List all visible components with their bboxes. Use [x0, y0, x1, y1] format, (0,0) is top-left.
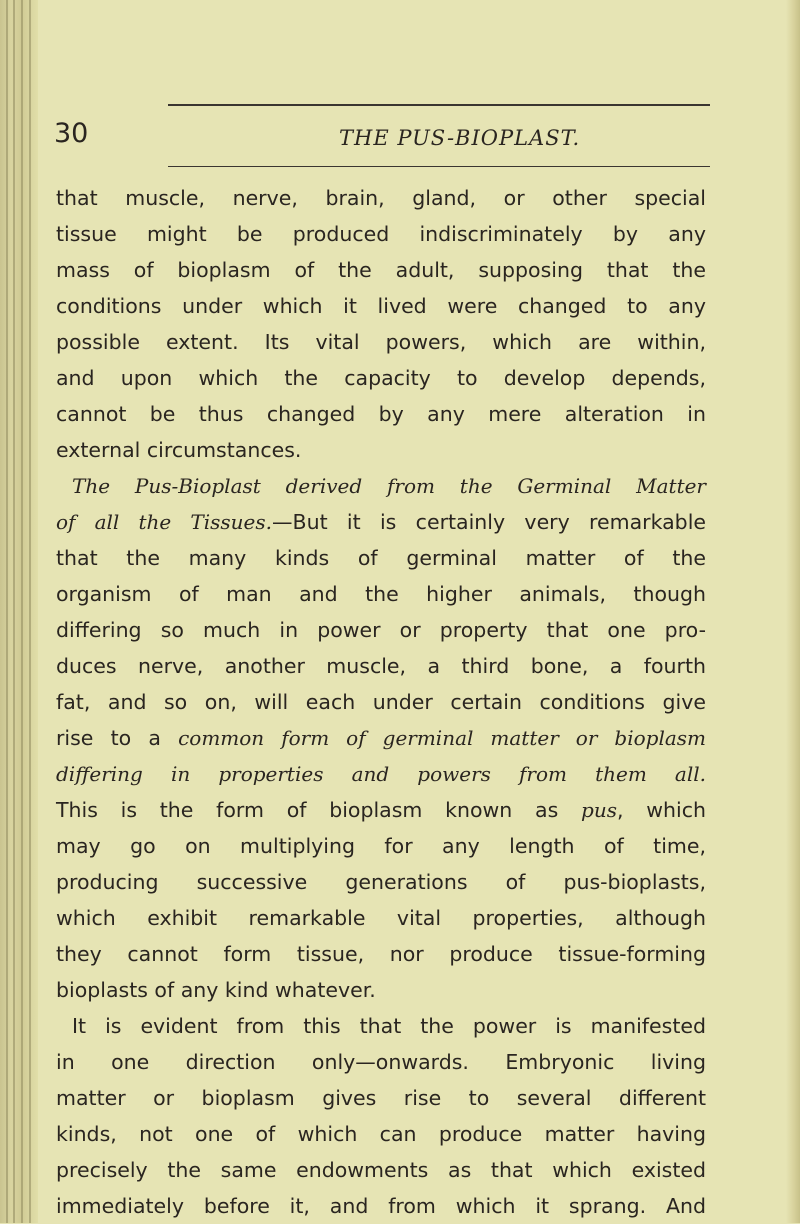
emphasis-text: pus	[581, 798, 617, 822]
section-heading-end: of all the Tissues.	[56, 510, 273, 534]
text-run: This is the form of bioplasm known as	[56, 798, 582, 822]
text-line: immediately before it, and from which it sprang. And	[56, 1194, 706, 1218]
emphasis-text: common form of germinal matter or bioplasm	[178, 726, 707, 750]
text-line: may go on multiplying for any length of time,	[56, 834, 706, 858]
text-run: —But it is certainly very remarkable	[272, 510, 706, 534]
text-run: rise to a	[56, 726, 179, 750]
page-number: 30	[54, 118, 89, 149]
text-line: conditions under which it lived were changed to any	[56, 294, 706, 318]
text-line: fat, and so on, will each under certain conditions give	[56, 690, 706, 714]
text-line: matter or bioplasm gives rise to several different	[56, 1086, 706, 1110]
text-line: tissue might be produced indiscriminately by any	[56, 222, 706, 246]
text-line	[56, 756, 706, 792]
text-line: cannot be thus changed by any mere alteration in	[56, 402, 706, 426]
text-line: bioplasts of any kind whatever.	[56, 978, 376, 1002]
text-line: in one direction only—onwards. Embryonic living	[56, 1050, 706, 1074]
text-line: It is evident from this that the power is manifested	[72, 1014, 706, 1038]
text-line: that muscle, nerve, brain, gland, or other special	[56, 186, 706, 210]
body-text	[56, 180, 706, 1224]
text-line: organism of man and the higher animals, though	[56, 582, 706, 606]
header-rule-bottom	[168, 166, 710, 167]
text-line: differing so much in power or property that one pro-	[56, 618, 706, 642]
text-line: duces nerve, another muscle, a third bone, a fourth	[56, 654, 706, 678]
text-line: possible extent. Its vital powers, which are within,	[56, 330, 706, 354]
text-line	[56, 504, 706, 540]
text-line: and upon which the capacity to develop depends,	[56, 366, 706, 390]
header-rule-top	[168, 104, 710, 106]
section-heading-line	[56, 468, 706, 504]
text-line	[56, 720, 706, 756]
text-line	[56, 792, 706, 828]
text-line: kinds, not one of which can produce matter having	[56, 1122, 706, 1146]
text-line: that the many kinds of germinal matter of the	[56, 546, 706, 570]
text-line: mass of bioplasm of the adult, supposing that the	[56, 258, 706, 282]
section-heading: The Pus-Bioplast derived from the Germinal Matter	[72, 474, 706, 498]
text-line: they cannot form tissue, nor produce tissue-forming	[56, 942, 706, 966]
text-line: precisely the same endowments as that which existed	[56, 1158, 706, 1182]
text-line: which exhibit remarkable vital properties, although	[56, 906, 706, 930]
text-line: external circumstances.	[56, 438, 302, 462]
emphasis-text: differing in properties and powers from them all.	[56, 762, 706, 786]
running-head: THE PUS-BIOPLAST.	[339, 126, 581, 150]
text-run: , which	[617, 798, 706, 822]
text-line: producing successive generations of pus-bioplasts,	[56, 870, 706, 894]
